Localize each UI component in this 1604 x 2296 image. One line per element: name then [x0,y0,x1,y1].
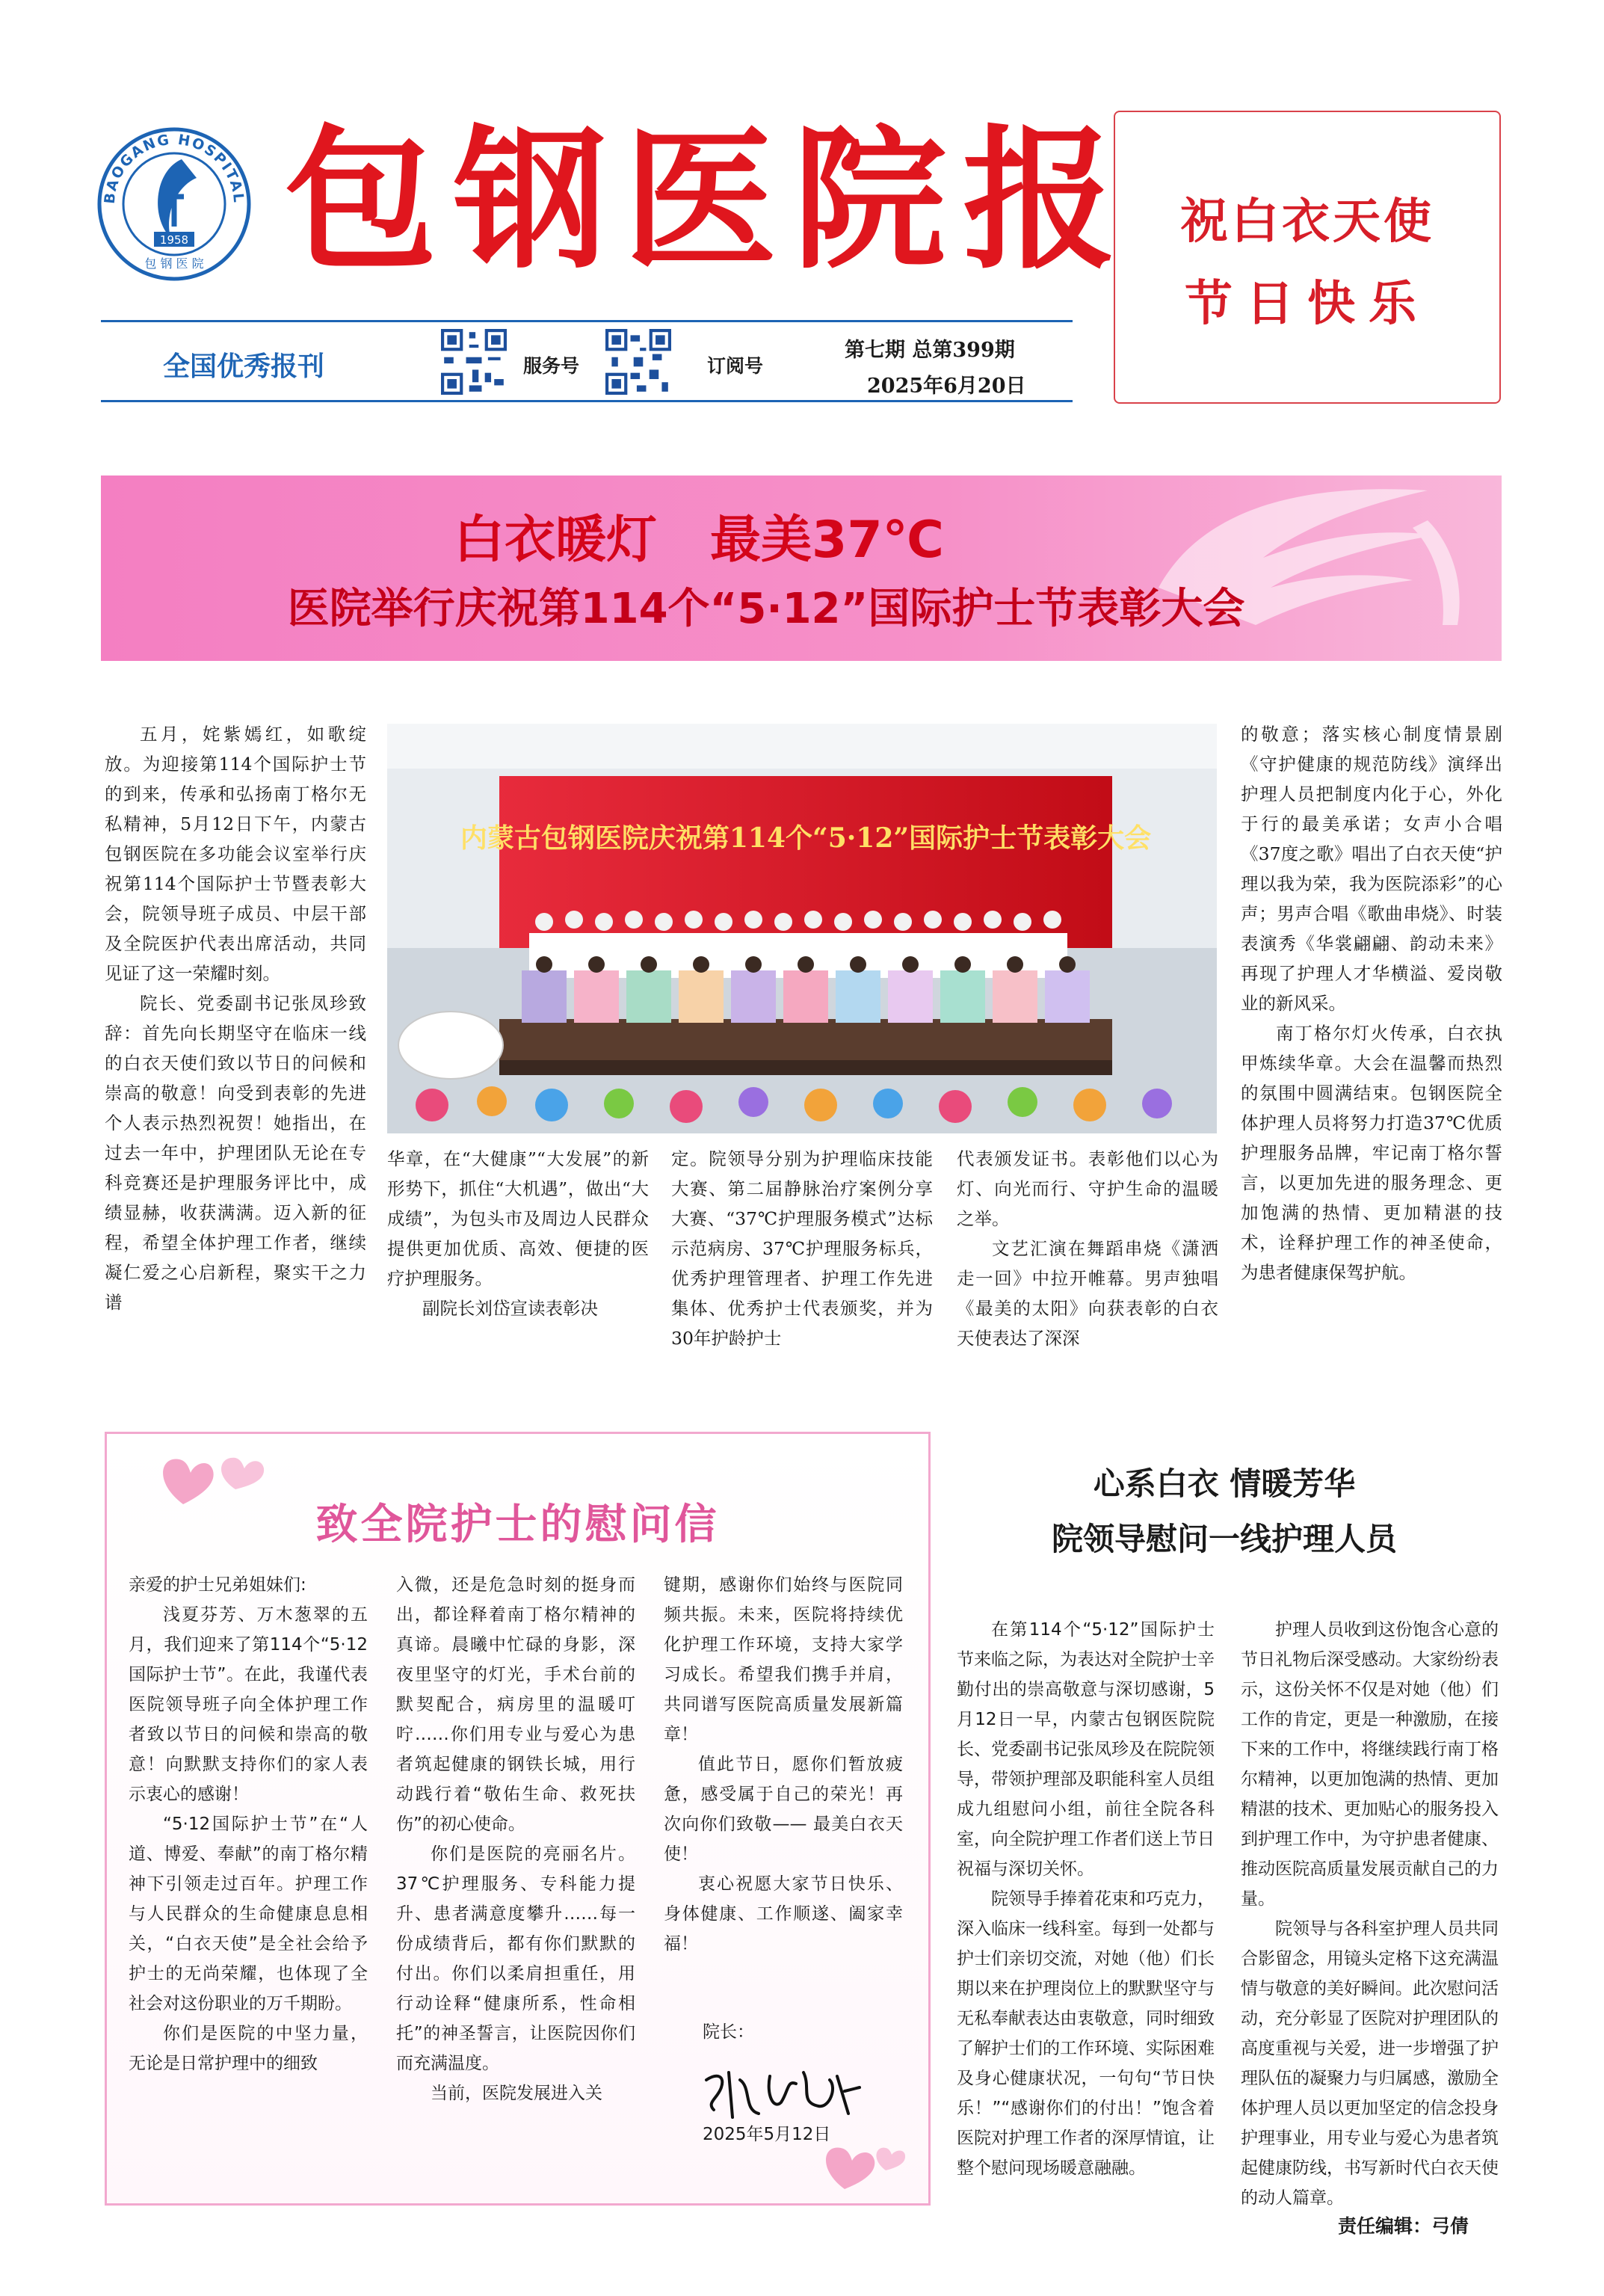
article2-paragraph: 院领导与各科室护理人员共同合影留念，用镜头定格下这充满温情与敬意的美好瞬间。此次慰问活动，充分彰显了医院对护理团队的高度重视与关爱，进一步增强了护理队伍的凝聚力与归属感，激励全体护理人员以更加坚定的信念投身护理事业，用专业与爱心为患者筑起健康防线，书写新时代白衣天使的动人篇章。 [1241,1919,1499,2208]
article2-column-2 [1241,1615,1499,2213]
qr-code-service[interactable] [441,329,507,395]
letter-sign-label: 院长： [703,2022,754,2042]
letter-sign-date: 2025年5月12日 [703,2125,831,2144]
ceremony-photo[interactable] [387,724,1217,1133]
letter-column-2 [396,1570,635,2108]
letter-paragraph: 你们是医院的亮丽名片。37℃护理服务、专科能力提升、患者满意度攀升……每一份成绩背后，都有你们默默的付出。你们以柔肩担重任，用行动诠释“健康所系，性命相托”的神圣誓言，让医院因你们而充满温度。 [396,1844,635,2073]
handwritten-signature [699,2058,871,2125]
letter-paragraph: 当前，医院发展进入关 [431,2084,602,2103]
article1-paragraph: 代表颁发证书。表彰他们以心为灯、向光而行、守护生命的温暖之举。 [957,1148,1218,1229]
letter-paragraph: “5·12国际护士节”在“人道、博爱、奉献”的南丁格尔精神下引领走过百年。护理工作与人民群众的生命健康息息相关，“白衣天使”是全社会给予护士的无尚荣耀，也体现了全社会对这份职业的万千期盼。 [129,1815,368,2013]
letter-paragraph: 值此节日，愿你们暂放疲惫，感受属于自己的荣光！再次向你们致敬—— 最美白衣天使！ [664,1755,903,1864]
greeting-box [1114,111,1501,404]
article2-paragraph: 护理人员收到这份饱含心意的节日礼物后深受感动。大家纷纷表示，这份关怀不仅是对她（他）们工作的肯定，更是一种激励，在接下来的工作中，将继续践行南丁格尔精神，以更加饱满的热情、更加精湛的技术、更加贴心的服务投入到护理工作中，为守护患者健康、推动医院高质量发展贡献自己的力量。 [1241,1620,1499,1909]
logo-year: 1958 [159,233,189,247]
letter-column-3 [664,1570,903,1959]
ceremony-photo-illustration [387,724,1217,1133]
letter-paragraph: 入微，还是危急时刻的挺身而出，都诠释着南丁格尔精神的真谛。晨曦中忙碌的身影，深夜里坚守的灯光，手术台前的默契配合，病房里的温暖叮咛……你们用专业与爱心为患者筑起健康的钢铁长城，用行动践行着“敬佑生命、救死扶伤”的初心使命。 [396,1575,635,1834]
article1-paragraph: 五月，姹紫嫣红，如歌绽放。为迎接第114个国际护士节的到来，传承和弘扬南丁格尔无私精神，5月12日下午，内蒙古包钢医院在多功能会议室举行庆祝第114个国际护士节暨表彰大会，院领导班子成员、中层干部及全院医护代表出席活动，共同见证了这一荣耀时刻。 [105,724,366,984]
issue-date: 2025年6月20日 [867,375,1026,398]
logo-top-text: BAOGANG HOSPITAL [101,131,247,205]
issue-number: 第七期 总第399期 [845,339,1015,362]
hospital-logo [96,126,253,283]
article1-column-1 [105,719,366,1317]
newspaper-title: 包钢医院报 [284,111,1132,290]
article2-column-1 [957,1615,1215,2183]
heart-icon [807,2129,912,2197]
greeting-line-1: 祝白衣天使 [1180,194,1434,250]
article1-paragraph: 文艺汇演在舞蹈串烧《潇洒走一回》中拉开帷幕。男声独唱《最美的太阳》向获表彰的白衣天使表达了深深 [957,1238,1218,1349]
qr-code-subscribe[interactable] [605,329,671,395]
qr-label-subscribe: 订阅号 [707,355,764,377]
article1-column-3 [671,1144,933,1353]
article1-paragraph: 院长、党委副书记张凤珍致辞：首先向长期坚守在临床一线的白衣天使们致以节日的问候和崇高的敬意！向受到表彰的先进个人表示热烈祝贺！她指出，在过去一年中，护理团队无论在专科竞赛还是护理服务评比中，成绩显赫，收获满满。迈入新的征程，希望全体护理工作者，继续凝仁爱之心启新程，聚实干之力谱 [105,993,366,1313]
letter-column-1 [129,1570,368,2078]
headline: 白衣暖灯 最美37℃ [454,511,944,570]
letter-paragraph: 你们是医院的中坚力量，无论是日常护理中的细致 [129,2024,368,2073]
article1-paragraph: 的敬意；落实核心制度情景剧《守护健康的规范防线》演绎出护理人员把制度内化于心，外化于行的最美承诺；女声小合唱《37度之歌》唱出了白衣天使“护理以我为荣，我为医院添彩”的心声；男声合唱《歌曲串烧》、时装表演秀《华裳翩翩、韵动未来》再现了护理人才华横溢、爱岗敬业的新风采。 [1241,724,1502,1014]
responsible-editor: 责任编辑：弓倩 [1338,2215,1469,2237]
masthead-rule-bottom [101,400,1073,402]
article1-paragraph: 华章，在“大健康”“大发展”的新形势下，抓住“大机遇”，做出“大成绩”，为包头市及周边人民群众提供更加优质、高效、便捷的医疗护理服务。 [387,1148,649,1289]
article1-column-5 [1241,719,1502,1287]
article1-column-4 [957,1144,1218,1353]
article1-paragraph: 南丁格尔灯火传承，白衣执甲炼续华章。大会在温馨而热烈的氛围中圆满结束。包钢医院全体护理人员将努力打造37℃优质护理服务品牌，牢记南丁格尔誓言，以更加先进的服务理念、更加饱满的热情、更加精湛的技术，诠释护理工作的神圣使命，为患者健康保驾护航。 [1241,1023,1502,1283]
letter-paragraph: 键期，感谢你们始终与医院同频共振。未来，医院将持续优化护理工作环境，支持大家学习成长。希望我们携手并肩，共同谱写医院高质量发展新篇章！ [664,1575,903,1744]
article1-paragraph: 定。院领导分别为护理临床技能大赛、第二届静脉治疗案例分享大赛、“37℃护理服务模式”达标示范病房、37℃护理服务标兵，优秀护理管理者、护理工作先进集体、优秀护士代表颁奖，并为30年护龄护士 [671,1148,933,1349]
article2-paragraph: 在第114个“5·12”国际护士节来临之际，为表达对全院护士辛勤付出的崇高敬意与深切感谢，5月12日一早，内蒙古包钢医院院长、党委副书记张凤珍及在院院领导，带领护理部及职能科室人员组成九组慰问小组，前往全院各科室，向全院护理工作者们送上节日祝福与深切关怀。 [957,1620,1215,1879]
logo-bottom-text: 包 钢 医 院 [144,256,204,271]
greeting-line-2: 节日快乐 [1185,276,1430,332]
letter-title: 致全院护士的慰问信 [315,1500,720,1549]
masthead-rule-top [101,320,1073,322]
article1-paragraph: 副院长刘岱宣读表彰决 [422,1298,598,1319]
letter-paragraph: 浅夏芬芳、万木葱翠的五月，我们迎来了第114个“5·12国际护士节”。在此，我谨代表医院领导班子向全体护理工作者致以节日的问候和崇高的敬意！向默默支持你们的家人表示衷心的感谢！ [129,1605,368,1804]
subheadline: 医院举行庆祝第114个“5·12”国际护士节表彰大会 [287,585,1245,633]
article2-paragraph: 院领导手捧着花束和巧克力，深入临床一线科室。每到一处都与护士们亲切交流，对她（他）们长期以来在护理岗位上的默默坚守与无私奉献表达由衷敬意，同时细致了解护士们的工作环境、实际困难及身心健康状况，一句句“节日快乐！”“感谢你们的付出！”饱含着医院对护理工作者的深厚情谊，让整个慰问现场暖意融融。 [957,1889,1215,2178]
article2-title-line-1: 心系白衣 情暖芳华 [1093,1465,1356,1502]
qr-label-service: 服务号 [523,355,580,377]
letter-salutation: 亲爱的护士兄弟姐妹们: [129,1575,306,1595]
backdrop-text: 内蒙古包钢医院庆祝第114个“5·12”国际护士节表彰大会 [460,822,1152,854]
article1-column-2 [387,1144,649,1323]
slogan: 全国优秀报刊 [163,351,325,382]
article2-title-line-2: 院领导慰问一线护理人员 [1051,1521,1397,1557]
letter-paragraph: 衷心祝愿大家节日快乐、身体健康、工作顺遂、阖家幸福！ [664,1874,903,1954]
